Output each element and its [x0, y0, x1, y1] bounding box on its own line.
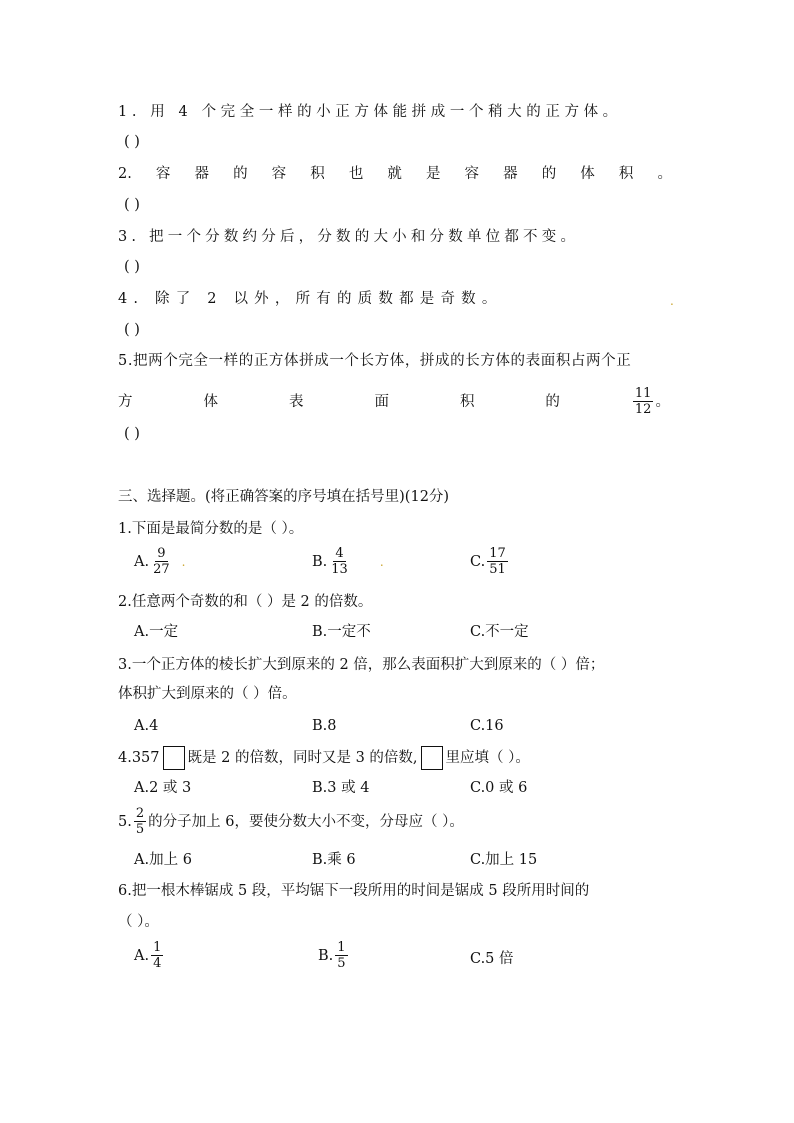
fraction: $\frac{17}{51}$ [489, 546, 506, 577]
choice-q3-line1: 3.一个正方体的棱长扩大到原来的 2 倍，那么表面积扩大到原来的（ ）倍； [118, 657, 605, 673]
choice-q3-option-a: A.4 [134, 718, 159, 734]
choice-q1-option-c: C. $\frac{17}{51}$ [470, 546, 506, 577]
judge-q4-blank: ( ) [124, 322, 140, 338]
q2-char: 积 [310, 166, 325, 182]
judge-q5-blank: ( ) [124, 426, 140, 442]
answer-box [421, 746, 443, 770]
judge-q1-blank: ( ) [124, 134, 140, 150]
q2-char: 器 [503, 166, 518, 182]
judge-q5-line2 [118, 386, 670, 417]
choice-q3-option-b: B.8 [312, 718, 337, 734]
q2-char: 2. [118, 166, 132, 182]
choice-q6-option-b: B. $\frac{1}{5}$ [318, 940, 346, 971]
q2-char: 体 [580, 166, 595, 182]
q2-char: 积 [618, 166, 634, 182]
answer-box [163, 746, 185, 770]
judge-q1: 1. 用 4 个完全一样的小正方体能拼成一个稍大的正方体。 [118, 104, 622, 120]
judge-q2-blank: ( ) [124, 197, 140, 213]
q5-word: 面 [374, 393, 389, 410]
choice-q4-option-c: C.0 或 6 [470, 780, 528, 796]
choice-q1-stem: 1.下面是最简分数的是（ ）。 [118, 521, 304, 537]
choice-q6-line1: 6.把一根木棒锯成 5 段，平均锯下一段所用的时间是锯成 5 段所用时间的 [118, 883, 590, 899]
q2-char: 容 [464, 166, 480, 182]
q2-char: 也 [348, 166, 364, 182]
fraction: $\frac{11}{12}$ [634, 386, 652, 417]
q2-char: 的 [541, 166, 557, 182]
choice-q6-option-c: C.5 倍 [470, 951, 514, 967]
judge-q2 [118, 164, 672, 184]
q2-char: 是 [425, 166, 441, 182]
fraction: $\frac{4}{13}$ [331, 546, 348, 577]
choice-q5-option-b: B.乘 6 [312, 852, 356, 868]
fraction: $\frac{1}{5}$ [337, 940, 346, 971]
choice-q5-stem: 5. $\frac{2}{5}$ 的分子加上 6，要使分数大小不变，分母应（ ）。 [118, 806, 464, 837]
q2-char: 的 [233, 166, 248, 182]
judge-q3-blank: ( ) [124, 259, 140, 275]
fraction: $\frac{9}{27}$ [153, 546, 170, 577]
choice-q5-option-c: C.加上 15 [470, 852, 538, 868]
q2-char: 容 [155, 166, 171, 182]
q5-word: 的 [545, 393, 560, 410]
choice-q2-option-c: C.不一定 [470, 624, 529, 640]
fraction: $\frac{2}{5}$ [135, 806, 145, 837]
q5-word: 方 [118, 393, 133, 410]
judge-q4: 4. 除了 2 以外，所有的质数都是奇数。 [118, 291, 503, 307]
q2-char: 。 [657, 166, 672, 182]
choice-q2-stem: 2.任意两个奇数的和（ ）是 2 的倍数。 [118, 594, 373, 610]
choice-heading: 三、选择题。(将正确答案的序号填在括号里)(12分) [118, 489, 450, 505]
judge-q3: 3. 把一个分数约分后，分数的大小和分数单位都不变。 [118, 229, 580, 245]
choice-q2-option-a: A.一定 [134, 624, 179, 640]
fraction: $\frac{1}{4}$ [153, 940, 162, 971]
choice-q6-line2: （ ）。 [118, 914, 159, 930]
choice-q4-option-b: B.3 或 4 [312, 780, 370, 796]
choice-q1-option-a: A. $\frac{9}{27}$ . [134, 546, 186, 577]
choice-q4-option-a: A.2 或 3 [134, 780, 192, 796]
judge-q4-stray-dot: . [670, 294, 674, 308]
choice-q6-option-a: A. $\frac{1}{4}$ [134, 940, 162, 971]
q5-word: 表 [288, 393, 304, 410]
choice-q5-option-a: A.加上 6 [134, 852, 192, 868]
judge-q5-line1: 5.把两个完全一样的正方体拼成一个长方体，拼成的长方体的表面积占两个正 [118, 353, 632, 369]
choice-q3-option-c: C.16 [470, 718, 504, 734]
choice-q3-line2: 体积扩大到原来的（ ）倍。 [118, 686, 297, 702]
q2-char: 容 [271, 166, 287, 182]
choice-q4-stem: 4.357 既是 2 的倍数，同时又是 3 的倍数, 里应填（ ）。 [118, 746, 530, 770]
q5-word: 体 [203, 393, 218, 410]
q5-fraction-group: $\frac{11}{12}$ 。 [634, 386, 670, 417]
choice-q1-option-b: B. $\frac{4}{13}$ . [312, 546, 384, 577]
q2-char: 器 [194, 166, 209, 182]
q2-char: 就 [387, 166, 402, 182]
q5-word: 积 [459, 393, 475, 410]
choice-q2-option-b: B.一定不 [312, 624, 371, 640]
